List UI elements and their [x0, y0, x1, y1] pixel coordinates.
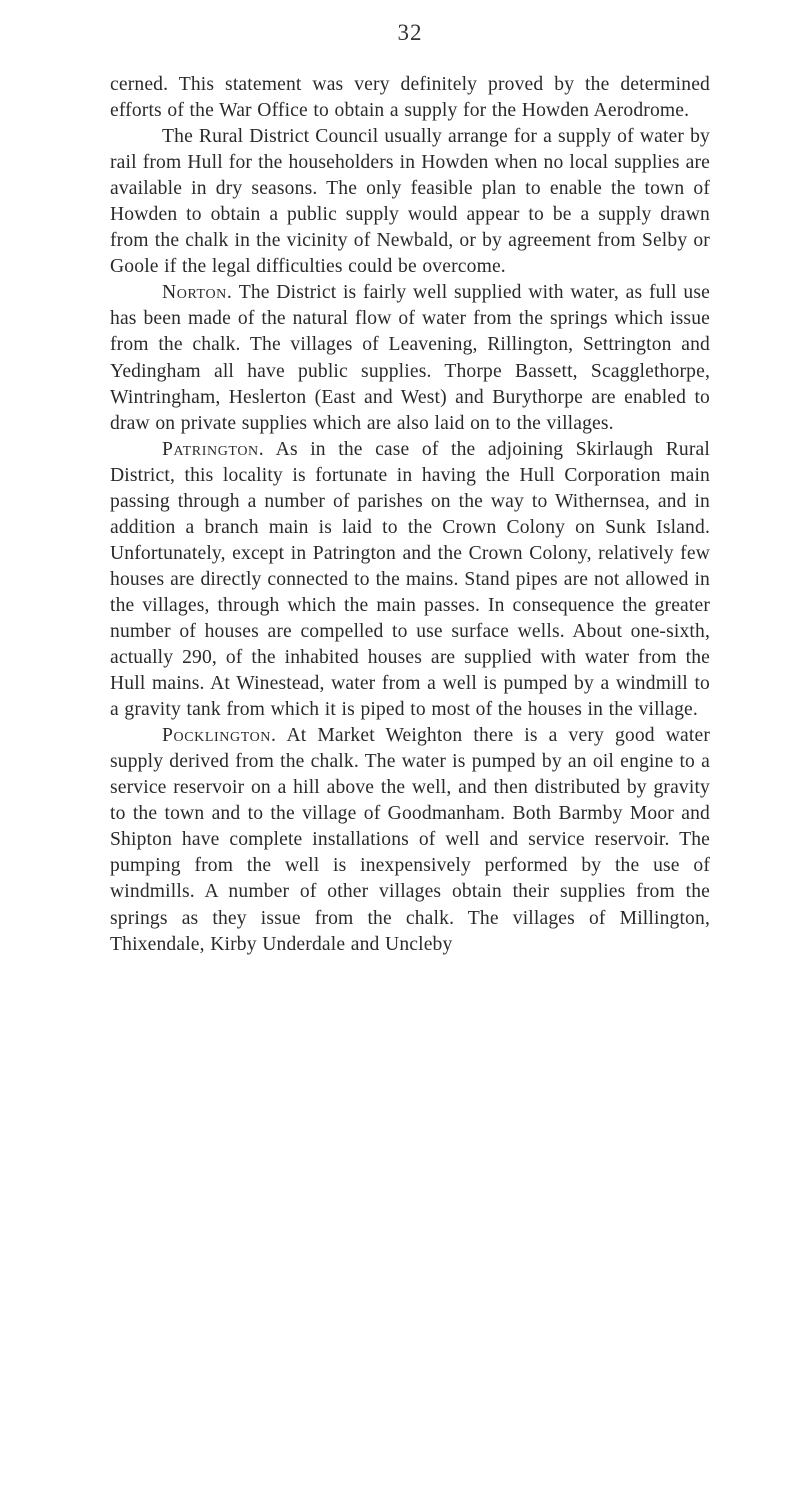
- paragraph-text: cerned. This statement was very definitely proved by the determined efforts of the War Office to obtain a supply for the Howden Aerodrome.: [110, 74, 710, 122]
- paragraph-patrington: [110, 437, 710, 724]
- paragraph-text: The Rural District Council usually arrange for a supply of water by rail from Hull for the householders in Howden when no local supplies are available in dry seasons. The only feasible plan to enable the town of Howden to obtain a public supply would appear to be a supply drawn from the chalk in the vicinity of Newbald, or by agreement from Selby or Goole if the legal difficulties could be overcome.: [110, 126, 710, 278]
- section-lead-patrington: Patrington.: [162, 438, 265, 460]
- paragraph-continuation: [110, 72, 710, 124]
- paragraph-howden: [110, 124, 710, 280]
- body-text: [110, 72, 710, 958]
- page-number: 32: [397, 20, 423, 45]
- section-lead-pocklington: Pocklington.: [162, 725, 277, 747]
- paragraph-text: As in the case of the adjoining Skirlaugh Rural District, this locality is fortunate in having the Hull Corporation main passing through a number of parishes on the way to Withernsea, and in addition a branch main is laid to the Crown Colony on Sunk Island. Unfortunately, except in Patrington and the Crown Colony, relatively few houses are directly connected to the mains. Stand pipes are not allowed in the villages, through which the main passes. In consequence the greater number of houses are compelled to use surface wells. About one-sixth, actually 290, of the inhabited houses are supplied with water from the Hull mains. At Winestead, water from a well is pumped by a windmill to a gravity tank from which it is piped to most of the houses in the village.: [110, 438, 710, 721]
- section-lead-norton: Norton.: [162, 282, 233, 304]
- paragraph-text: The District is fairly well supplied with water, as full use has been made of the natural flow of water from the springs which issue from the chalk. The villages of Leavening, Rillington, Settrington and Yedingham all have public supplies. Thorpe Bassett, Scagglethorpe, Wintringham, Heslerton (East and West) and Burythorpe are enabled to draw on private supplies which are also laid on to the villages.: [110, 282, 710, 434]
- paragraph-norton: [110, 280, 710, 436]
- paragraph-text: At Market Weighton there is a very good water supply derived from the chalk. The water is pumped by an oil engine to a service reservoir on a hill above the well, and then distributed by gravity to the town and to the village of Goodmanham. Both Barmby Moor and Shipton have complete installations of well and service reservoir. The pumping from the well is inexpensively performed by the use of windmills. A number of other villages obtain their supplies from the springs as they issue from the chalk. The villages of Millington, Thixendale, Kirby Underdale and Uncleby: [110, 725, 710, 955]
- paragraph-pocklington: [110, 723, 710, 957]
